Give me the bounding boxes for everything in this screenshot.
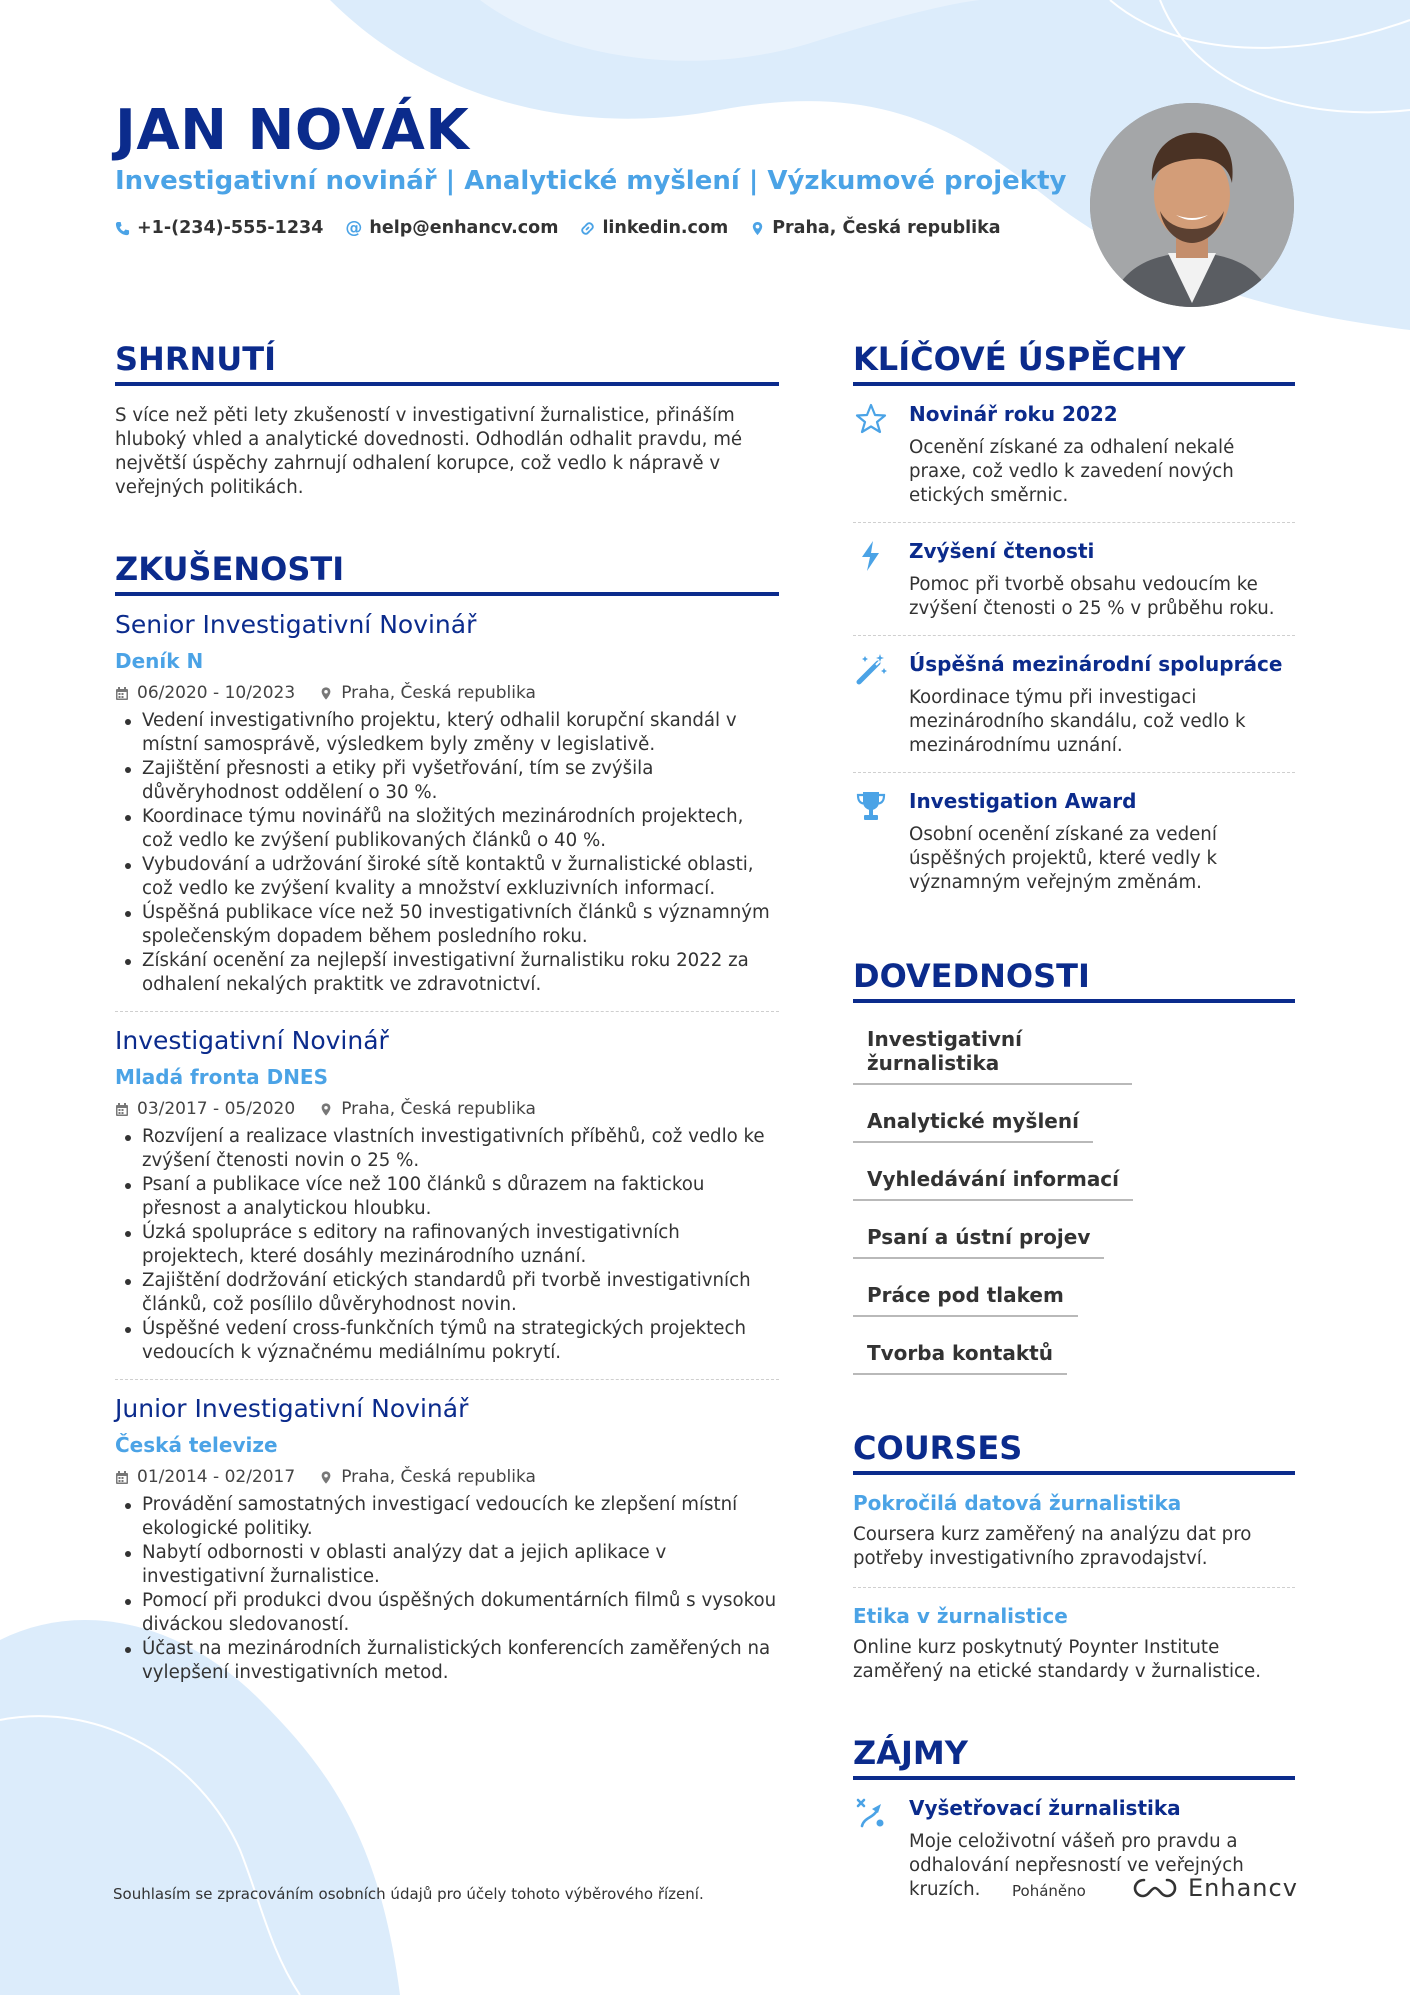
courses-heading: COURSES — [853, 1429, 1295, 1475]
enhancv-logo[interactable] — [1132, 1874, 1298, 1902]
contact-bar — [115, 218, 1001, 238]
trophy-icon — [854, 789, 888, 823]
enhancv-logo-icon — [1132, 1876, 1178, 1900]
achievement-title: Investigation Award — [909, 789, 1137, 813]
job-dates: 01/2014 - 02/2017 — [137, 1467, 296, 1487]
skill-tag: Práce pod tlakem — [853, 1267, 1078, 1317]
bullet-item: Koordinace týmu novinářů na složitých mezinárodních projektech, což vedlo ke zvýšení publikovaných článků o 40 %. — [115, 805, 779, 853]
job-location: Praha, Česká republika — [341, 683, 536, 703]
achievement-item — [853, 636, 1295, 773]
job-dates: 03/2017 - 05/2020 — [137, 1099, 296, 1119]
summary-text: S více než pěti lety zkušeností v investigativní žurnalistice, přináším hluboký vhled a analytické dovednosti. Odhodlán odhalit pravdu, mé největší úspěchy zahrnují odhalení korupce, což vedlo k nápravě v veřejných politikách. — [115, 405, 743, 498]
job-bullets — [115, 709, 779, 997]
course-title: Pokročilá datová žurnalistika — [853, 1491, 1182, 1515]
consent-text: Souhlasím se zpracováním osobních údajů pro účely tohoto výběrového řízení. — [113, 1885, 704, 1903]
location-pin-icon — [319, 1102, 333, 1117]
location-pin-icon — [750, 221, 765, 236]
powered-by-text: Poháněno — [1012, 1882, 1086, 1900]
skill-tag: Tvorba kontaktů — [853, 1325, 1067, 1375]
location-pin-icon — [319, 686, 333, 701]
lightning-icon — [854, 539, 888, 573]
skills-heading: DOVEDNOSTI — [853, 957, 1295, 1003]
summary-heading: SHRNUTÍ — [115, 340, 779, 386]
job-entry — [115, 610, 779, 1012]
bullet-item: Účast na mezinárodních žurnalistických konferencích zaměřených na vylepšení investigativních metod. — [115, 1637, 779, 1685]
bullet-item: Zajištění dodržování etických standardů při tvorbě investigativních článků, což posílilo důvěryhodnost novin. — [115, 1269, 779, 1317]
phone-icon — [115, 221, 130, 236]
achievement-title: Zvýšení čtenosti — [909, 539, 1095, 563]
left-column — [115, 340, 779, 1699]
bullet-item: Úzká spolupráce s editory na rafinovaných investigativních projektech, které dosáhly mezinárodního uznání. — [115, 1221, 779, 1269]
course-title: Etika v žurnalistice — [853, 1604, 1068, 1628]
interest-desc: Moje celoživotní vášeň pro pravdu a odhalování nepřesností ve veřejných kruzích. — [909, 1831, 1244, 1900]
bullet-item: Získání ocenění za nejlepší investigativní žurnalistiku roku 2022 za odhalení nekalých praktitk ve zdravotnictví. — [115, 949, 779, 997]
achievement-title: Novinář roku 2022 — [909, 402, 1118, 426]
email-text: help@enhancv.com — [369, 218, 559, 238]
right-column — [853, 340, 1295, 1916]
job-entry — [115, 1026, 779, 1380]
course-item — [853, 1588, 1295, 1700]
profile-photo — [1090, 103, 1294, 307]
achievement-item — [853, 773, 1295, 909]
contact-linkedin[interactable] — [580, 218, 728, 238]
job-location: Praha, Česká republika — [341, 1467, 536, 1487]
job-meta — [115, 683, 779, 703]
achievement-item — [853, 386, 1295, 523]
candidate-name: JAN NOVÁK — [115, 98, 470, 163]
job-title: Senior Investigativní Novinář — [115, 610, 477, 639]
bullet-item: Vedení investigativního projektu, který odhalil korupční skandál v místní samosprávě, výsledkem byly změny v legislativě. — [115, 709, 779, 757]
achievement-item — [853, 523, 1295, 636]
course-desc: Online kurz poskytnutý Poynter Institute zaměřený na etické standardy v žurnalistice. — [853, 1637, 1262, 1682]
phone-text: +1-(234)-555-1234 — [137, 218, 324, 238]
calendar-icon — [115, 686, 129, 701]
job-entry — [115, 1394, 779, 1699]
job-bullets — [115, 1493, 779, 1685]
skill-tag: Vyhledávání informací — [853, 1151, 1133, 1201]
bullet-item: Psaní a publikace více než 100 článků s důrazem na faktickou přesnost a analytickou hloubku. — [115, 1173, 779, 1221]
bullet-item: Vybudování a udržování široké sítě kontaktů v žurnalistické oblasti, což vedlo ke zvýšení kvality a množství exkluzivních informací. — [115, 853, 779, 901]
bullet-item: Rozvíjení a realizace vlastních investigativních příběhů, což vedlo ke zvýšení čtenosti novin o 25 %. — [115, 1125, 779, 1173]
bullet-item: Zajištění přesnosti a etiky při vyšetřování, tím se zvýšila důvěryhodnost oddělení o 30 %. — [115, 757, 779, 805]
interests-heading: ZÁJMY — [853, 1734, 1295, 1780]
achievements-heading: KLÍČOVÉ ÚSPĚCHY — [853, 340, 1295, 386]
achievement-desc: Ocenění získané za odhalení nekalé praxe, což vedlo k zavedení nových etických směrnic. — [909, 437, 1235, 506]
skills-list — [853, 1011, 1295, 1383]
achievement-title: Úspěšná mezinárodní spolupráce — [909, 652, 1283, 676]
job-dates: 06/2020 - 10/2023 — [137, 683, 296, 703]
course-item — [853, 1475, 1295, 1588]
bullet-item: Úspěšná publikace více než 50 investigativních článků s významným společenským dopadem během posledního roku. — [115, 901, 779, 949]
calendar-icon — [115, 1470, 129, 1485]
location-pin-icon — [319, 1470, 333, 1485]
enhancv-logo-text: Enhancv — [1188, 1874, 1298, 1902]
job-company: Deník N — [115, 649, 204, 673]
experience-heading: ZKUŠENOSTI — [115, 550, 779, 596]
contact-phone[interactable] — [115, 218, 323, 238]
contact-email[interactable] — [345, 218, 558, 238]
link-icon — [580, 221, 595, 236]
contact-location — [750, 218, 1000, 238]
bullet-item: Nabytí odbornosti v oblasti analýzy dat a jejich aplikace v investigativní žurnalistice. — [115, 1541, 779, 1589]
job-company: Mladá fronta DNES — [115, 1065, 328, 1089]
skill-tag: Analytické myšlení — [853, 1093, 1093, 1143]
job-meta — [115, 1467, 779, 1487]
achievement-desc: Pomoc při tvorbě obsahu vedoucím ke zvýšení čtenosti o 25 % v průběhu roku. — [909, 574, 1275, 619]
skill-tag: Psaní a ústní projev — [853, 1209, 1104, 1259]
job-bullets — [115, 1125, 779, 1365]
job-title: Junior Investigativní Novinář — [115, 1394, 469, 1423]
job-meta — [115, 1099, 779, 1119]
linkedin-text: linkedin.com — [602, 218, 729, 238]
location-text: Praha, Česká republika — [772, 218, 1001, 238]
bullet-item: Provádění samostatných investigací vedoucích ke zlepšení místní ekologické politiky. — [115, 1493, 779, 1541]
job-company: Česká televize — [115, 1433, 278, 1457]
achievement-desc: Osobní ocenění získané za vedení úspěšných projektů, které vedly k významným veřejným změnám. — [909, 824, 1218, 893]
skill-tag: Investigativní žurnalistika — [853, 1011, 1132, 1085]
bullet-item: Pomocí při produkci dvou úspěšných dokumentárních filmů s vysokou diváckou sledovaností. — [115, 1589, 779, 1637]
job-location: Praha, Česká republika — [341, 1099, 536, 1119]
achievement-desc: Koordinace týmu při investigaci mezinárodního skandálu, což vedlo k mezinárodnímu uznání. — [909, 687, 1246, 756]
job-title: Investigativní Novinář — [115, 1026, 389, 1055]
star-icon — [854, 402, 888, 436]
bullet-item: Úspěšné vedení cross-funkčních týmů na strategických projektech vedoucích k význačnému mediálnímu pokrytí. — [115, 1317, 779, 1365]
magic-wand-icon — [854, 652, 888, 686]
candidate-headline: Investigativní novinář | Analytické myšlení | Výzkumové projekty — [115, 166, 1067, 196]
interest-title: Vyšetřovací žurnalistika — [909, 1796, 1181, 1820]
at-icon: @ — [345, 218, 363, 238]
course-desc: Coursera kurz zaměřený na analýzu dat pro potřeby investigativního zpravodajství. — [853, 1524, 1252, 1569]
calendar-icon — [115, 1102, 129, 1117]
strategy-icon — [854, 1796, 888, 1830]
